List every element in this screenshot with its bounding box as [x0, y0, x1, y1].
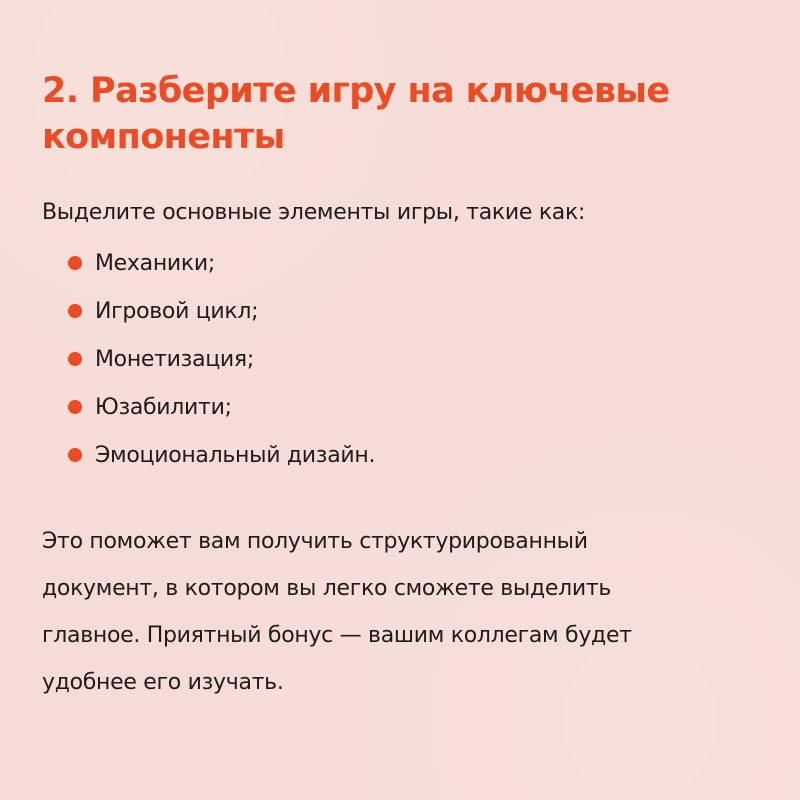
bullet-dot-icon — [68, 304, 82, 318]
list-item-label: Эмоциональный дизайн. — [95, 442, 376, 468]
bullet-dot-icon — [68, 400, 82, 414]
summary-line-3: главное. Приятный бонус — вашим коллегам будет — [42, 623, 632, 648]
list-item-label: Монетизация; — [95, 346, 254, 372]
section-title — [42, 68, 762, 160]
bullet-dot-icon — [68, 448, 82, 462]
bullet-dot-icon — [68, 256, 82, 270]
list-item-usability — [68, 383, 375, 431]
title-line-2: компоненты — [42, 117, 285, 157]
summary-line-2: документ, в котором вы легко сможете выделить — [42, 576, 612, 601]
list-item-game-loop — [68, 287, 375, 335]
intro-text: Выделите основные элементы игры, такие как: — [42, 200, 586, 225]
list-item-label: Игровой цикл; — [95, 298, 259, 324]
summary-line-4: удобнее его изучать. — [42, 670, 284, 695]
summary-text — [42, 518, 772, 706]
summary-line-1: Это поможет вам получить структурированный — [42, 529, 588, 554]
bullet-dot-icon — [68, 352, 82, 366]
list-item-monetization — [68, 335, 375, 383]
list-item-label: Юзабилити; — [95, 394, 232, 420]
list-item-emotional-design — [68, 431, 375, 479]
title-line-1: 2. Разберите игру на ключевые — [42, 71, 670, 111]
list-item-mechanics — [68, 239, 375, 287]
component-list — [68, 239, 375, 479]
list-item-label: Механики; — [95, 250, 215, 276]
